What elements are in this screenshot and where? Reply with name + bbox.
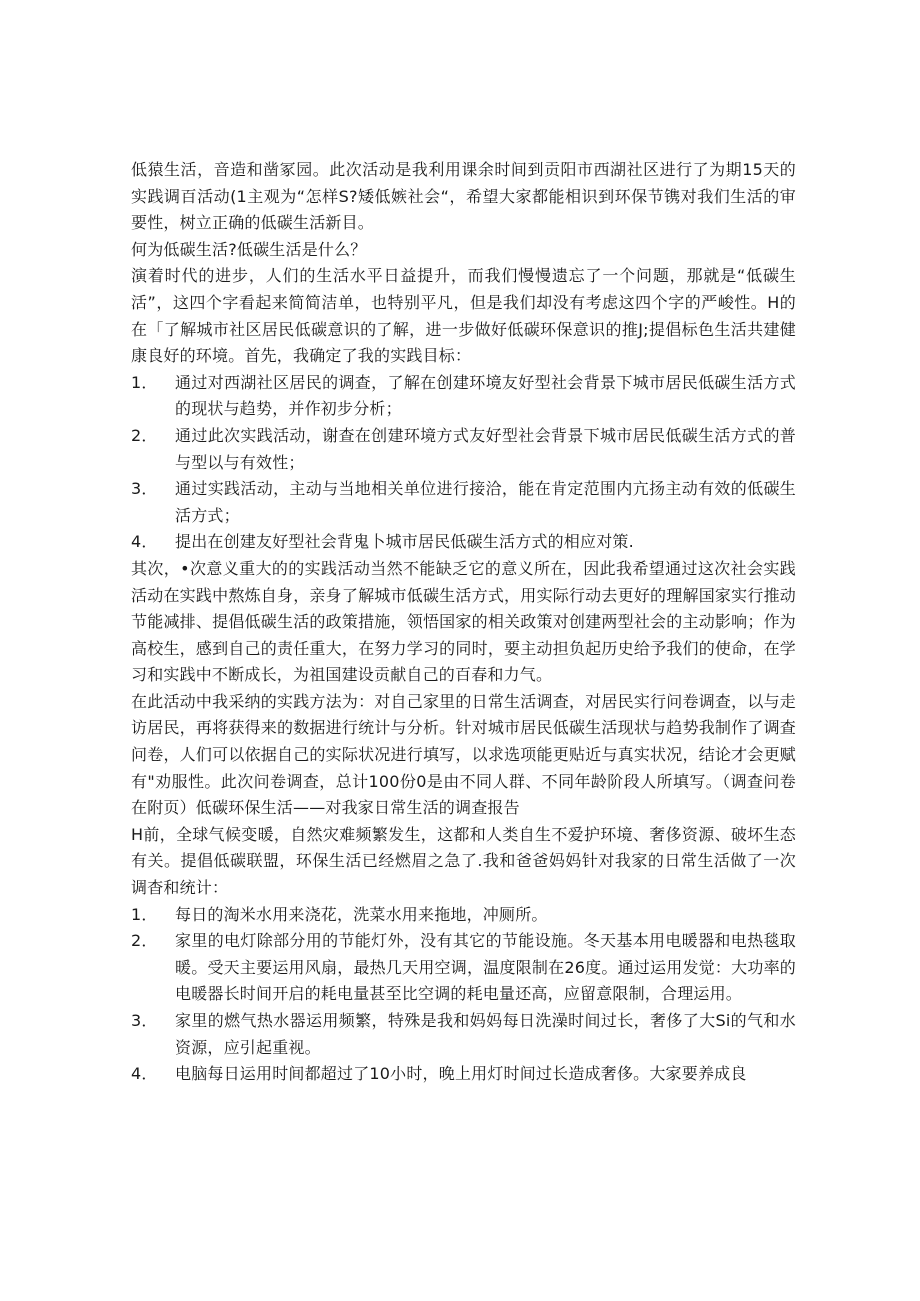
list-item — [131, 370, 796, 423]
list-number: 1． — [131, 372, 158, 392]
list-number: 4． — [131, 532, 158, 552]
list-item — [131, 529, 796, 556]
document-body — [131, 157, 796, 1088]
list-number: 2． — [131, 425, 158, 445]
list-number: 4． — [131, 1064, 158, 1084]
list-number: 1． — [131, 904, 158, 924]
list-text: 通过对西湖社区居民的调查，了解在创建环境友好型社会背景下城市居民低碳生活方式的现状与趋势，并作初步分析； — [175, 372, 796, 419]
list-text: 电脑每日运用时间都超过了10小时，晚上用灯时间过长造成奢侈。大家要养成良 — [175, 1064, 747, 1084]
list-item — [131, 1061, 796, 1088]
list-item — [131, 928, 796, 1008]
list-number: 3． — [131, 1011, 158, 1030]
list-text: 家里的电灯除部分用的节能灯外，没有其它的节能设施。冬天基本用电暖器和电热毯取暖。受天主要运用风扇，最热几天用空调，温度限制在26度。通过运用发觉：大功率的电暖器长时间开启的耗电量甚至比空调的耗电量还高，应留意限制，合理运用。 — [175, 931, 796, 1004]
paragraph-method: 在此活动中我采纳的实践方法为：对自己家里的日常生活调查，对居民实行问卷调查，以与走访居民，再将获得来的数据进行统计与分析。针对城市居民低碳生活现状与趋势我制作了调查问卷，人们可以依据自己的实际状况进行填写，以求选项能更贴近与真实状况，结论才会更赋有"劝服性。此次问卷调查，总计100份0是由不同人群、不同年龄阶段人所填写。（调查问卷在附页）低碳环保生活——对我家日常生活的调查报告 — [131, 691, 796, 818]
list-item — [131, 423, 796, 476]
list-text: 每日的淘米水用来浇花，洗菜水用来拖地，冲厕所。 — [175, 904, 548, 924]
list-text: 通过此次实践活动，谢查在创建环境方式友好型社会背景下城市居民低碳生活方式的普与型以与有效性； — [175, 425, 796, 472]
list-number: 2． — [131, 931, 158, 951]
paragraph-home-survey: H前，全球气候变暖，自然灾难频繁发生，这都和人类自生不爱护环境、奢侈资源、破坏生态有关。提倡低碳联盟，环保生活已经燃眉之急了.我和爸爸妈妈针对我家的日常生活做了一次调杳和统计： — [131, 824, 796, 898]
list-number: 3． — [131, 479, 158, 499]
paragraph-background: 演着时代的进步，人们的生活水平日益提升，而我们慢慢遗忘了一个问题，那就是“低碳生活”，这四个字看起来简简洁单，也特别平凡，但是我们却没有考虑这四个字的严峻性。H的在「了解城市社区居民低碳意识的了解，进一步做好低碳环保意识的推J;提倡标色生活共建健康良好的环境。首先，我确定了我的实践目标： — [131, 266, 796, 366]
list-item — [131, 476, 796, 529]
goals-list — [131, 370, 796, 556]
list-item — [131, 902, 796, 929]
list-item — [131, 1008, 796, 1061]
question-heading: 何为低碳生活?低碳生活是什么？ — [131, 239, 367, 259]
list-text: 通过实践活动，主动与当地相关单位进行接洽，能在肯定范围内亢扬主动有效的低碳生活方式； — [175, 479, 796, 525]
paragraph-significance: 其次，•次意义重大的的实践活动当然不能缺乏它的意义所在，因此我希望通过这次社会实践活动在实践中熬炼自身，亲身了解城市低碳生活方式，用实际行动去更好的理解国家实行推动节能减排、提倡低碳生活的政策措施，领悟国家的相关政策对创建两型社会的主动影响；作为高校生，感到自己的责任重大，在努力学习的同时，要主动担负起历史给予我们的使命，在学习和实践中不断成长，为祖国建设贡献自己的百春和力气。 — [131, 558, 796, 685]
list-text: 提出在创建友好型社会背鬼卜城市居民低碳生活方式的相应对策. — [175, 532, 634, 552]
intro-paragraph: 低猿生活，音造和凿冢园。此次活动是我利用课余时间到贡阳市西湖社区进行了为期15天的实践调百活动(1主观为“怎样S?矮低嫉社会“，希望大家都能相识到环保节镌对我们生活的审要性，树立正确的低碳生活新目。 — [131, 160, 796, 233]
findings-list — [131, 902, 796, 1088]
list-text: 家里的燃气热水器运用频繁，特殊是我和妈妈每日洗澡时间过长，奢侈了大Si的气和水资源，应引起重视。 — [175, 1011, 796, 1057]
